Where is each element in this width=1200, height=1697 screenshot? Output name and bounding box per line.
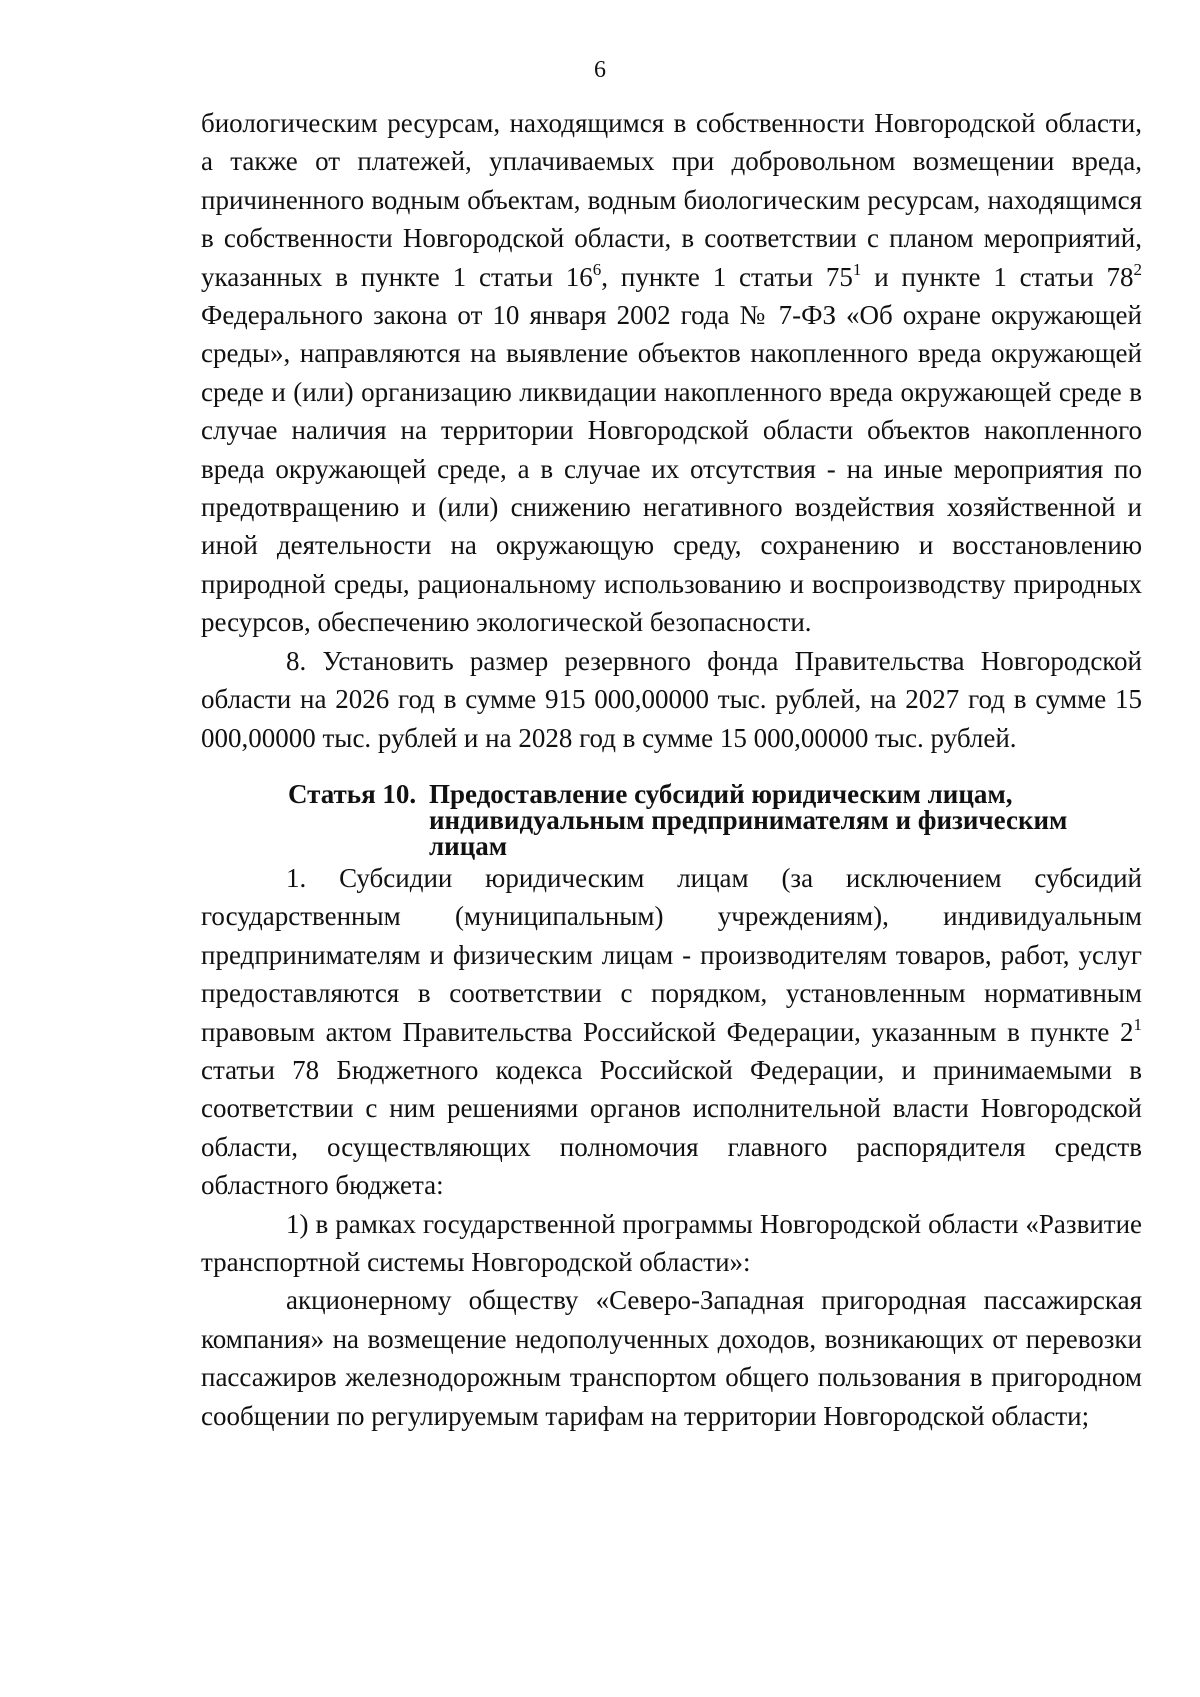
superscript: 1 bbox=[852, 259, 862, 279]
text-run: Федерального закона от 10 января 2002 года № 7-ФЗ «Об охране окружающей среды», направляются на выявление объектов накопленного вреда окружающей среде и (или) организацию ликвидации накопленного вреда окружающей среде в случае наличия на территории Новгородской области объектов накопленного вреда окружающей среде, а в случае их отсутствия - на иные мероприятия по предотвращению и (или) снижению негативного воздействия хозяйственной и иной деятельности на окружающую среду, сохранению и восстановлению природной среды, рациональному использованию и воспроизводству природных ресурсов, обеспечению экологической безопасности. bbox=[201, 300, 1142, 638]
page-number: 6 bbox=[594, 57, 606, 83]
text-run: , пункте 1 статьи 75 bbox=[601, 261, 853, 292]
text-run: биологическим ресурсам, находящимся в собственности Новгородской области, а также от платежей, уплачиваемых при добровольном возмещении вреда, причиненного водным объектам, водным биологическим ресурсам, находящимся в собственности Новгородской области, в соответствии с планом мероприятий, указанных в пункте 1 статьи 16 bbox=[201, 108, 1142, 292]
article-heading bbox=[201, 778, 1142, 861]
superscript: 1 bbox=[1133, 1014, 1142, 1034]
text-run: 1. Субсидии юридическим лицам (за исключением субсидий государственным (муниципальным) учреждениям), индивидуальным предпринимателям и физическим лицам - производителям товаров, работ, услуг предоставляются в соответствии с порядком, установленным нормативным правовым актом Правительства Российской Федерации, указанным в пункте 2 bbox=[201, 862, 1142, 1047]
superscript: 2 bbox=[1133, 259, 1142, 279]
document-body bbox=[201, 104, 1142, 1435]
paragraph-subsidies bbox=[201, 859, 1142, 1205]
article-number: Статья 10. bbox=[288, 778, 417, 809]
paragraph-transport-program: 1) в рамках государственной программы Новгородской области «Развитие транспортной системы Новгородской области»: bbox=[201, 1208, 1142, 1277]
superscript: 6 bbox=[592, 259, 602, 279]
paragraph-rail-company: акционерному обществу «Северо-Западная пригородная пассажирская компания» на возмещение недополученных доходов, возникающих от перевозки пассажиров железнодорожным транспортом общего пользования в пригородном сообщении по регулируемым тарифам на территории Новгородской области; bbox=[201, 1285, 1142, 1431]
article-title: Предоставление субсидий юридическим лицам, индивидуальным предпринимателям и физическим лицам bbox=[429, 778, 1068, 861]
text-run: и пункте 1 статьи 78 bbox=[861, 261, 1134, 292]
paragraph-reserve-fund: 8. Установить размер резервного фонда Правительства Новгородской области на 2026 год в сумме 915 000,00000 тыс. рублей, на 2027 год в сумме 15 000,00000 тыс. рублей и на 2028 год в сумме 15 000,00000 тыс. рублей. bbox=[201, 645, 1142, 753]
paragraph-environment-payments bbox=[201, 104, 1142, 642]
text-run: статьи 78 Бюджетного кодекса Российской Федерации, и принимаемыми в соответствии с ним решениями органов исполнительной власти Новгородской области, осуществляющих полномочия главного распорядителя средств областного бюджета: bbox=[201, 1054, 1142, 1201]
